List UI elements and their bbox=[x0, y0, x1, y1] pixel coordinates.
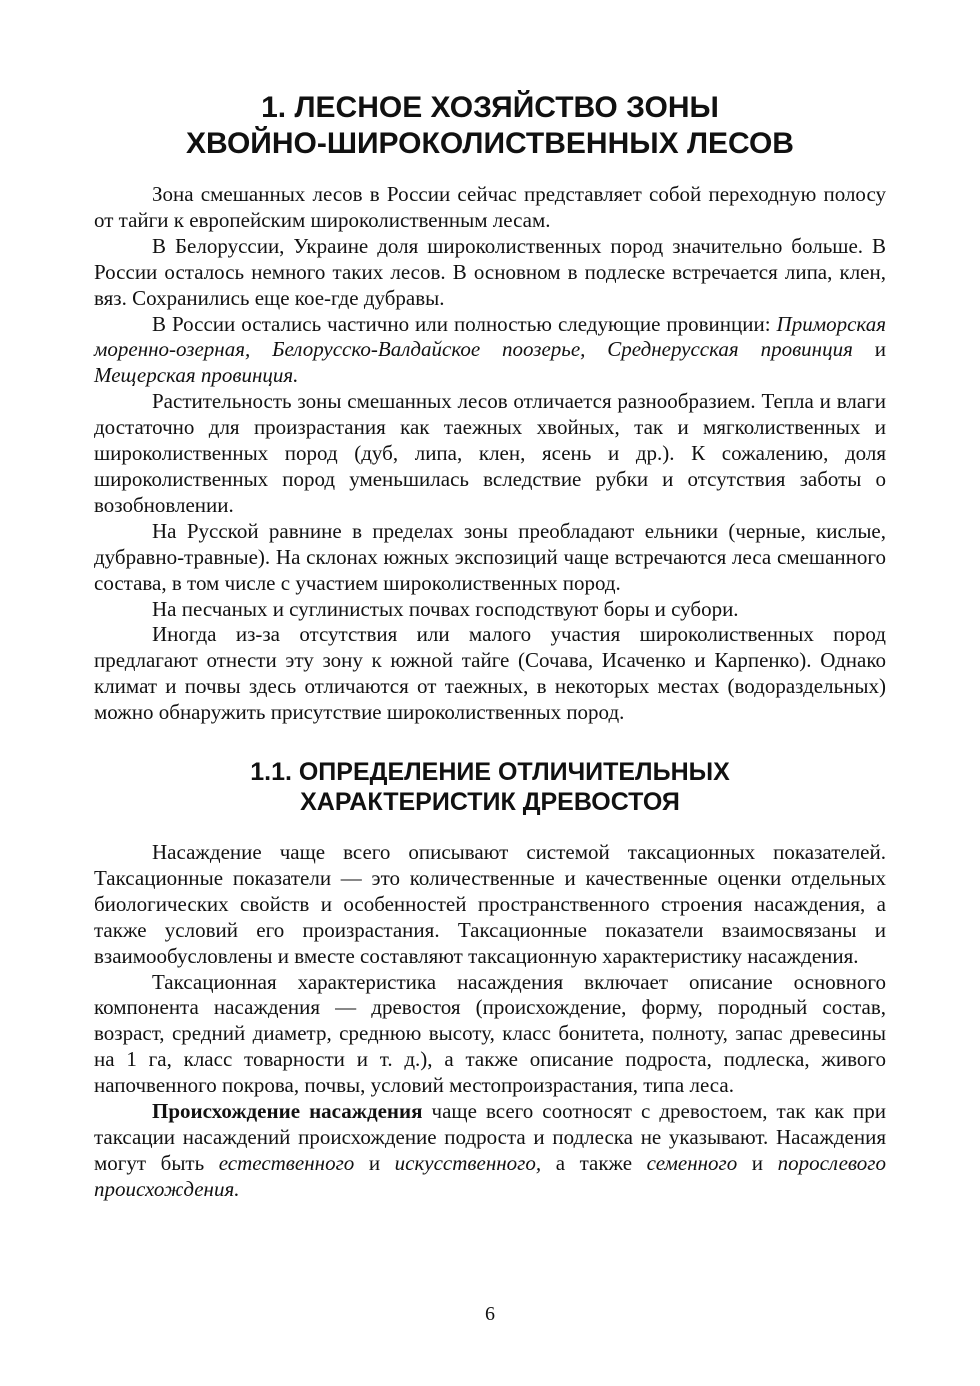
text-run: и bbox=[852, 337, 886, 362]
italic-run: Мещерская провинция. bbox=[94, 363, 299, 388]
paragraph: На песчаных и суглинистых почвах господствуют боры и субори. bbox=[152, 596, 739, 621]
text-run: В России остались частично или полностью следующие провинции: bbox=[152, 311, 777, 336]
italic-run: Приморская моренно-озерная, Белорусско-Валдайское поозерье, Среднерусская провинция bbox=[94, 311, 886, 362]
paragraph-provinces bbox=[94, 312, 886, 390]
text-run: и bbox=[737, 1150, 778, 1175]
paragraph: Иногда из-за отсутствия или малого участия широколиственных пород предлагают отнести эту зону к южной тайге (Сочава, Исаченко и Карпенко). Однако климат и почвы здесь отличаются от таежных, в некоторых местах (водораздельных) можно обнаружить присутствие широколиственных пород. bbox=[94, 622, 886, 725]
section-heading-line-1: 1.1. ОПРЕДЕЛЕНИЕ ОТЛИЧИТЕЛЬНЫХ bbox=[250, 758, 730, 786]
italic-run: порослевого происхождения. bbox=[94, 1150, 886, 1201]
italic-run: семенного bbox=[646, 1150, 738, 1175]
section-heading bbox=[0, 757, 980, 817]
paragraph: Таксационная характеристика насаждения включает описание основного компонента насаждения — древостоя (происхождение, форму, породный состав, возраст, средний диаметр, среднюю высоту, класс бонитета, полноту, запас древесины на 1 га, класс товарности и т. д.), а также описание подроста, подлеска, живого напочвенного покрова, почвы, условий местопроизрастания, типа леса. bbox=[94, 969, 886, 1098]
bold-term: Происхождение насаждения bbox=[152, 1099, 423, 1124]
text-run: и bbox=[354, 1150, 395, 1175]
chapter-heading-line-2: ХВОЙНО-ШИРОКОЛИСТВЕННЫХ ЛЕСОВ bbox=[186, 127, 794, 160]
italic-run: естественного bbox=[218, 1150, 355, 1175]
section-body bbox=[94, 840, 886, 1203]
italic-run: искусственного, bbox=[394, 1150, 542, 1175]
chapter-heading bbox=[0, 90, 980, 162]
paragraph: Насаждение чаще всего описывают системой таксационных показателей. Таксационные показатели — это количественные и качественные оценки отдельных биологических свойств и особенностей пространственного строения насаждения, а также условий его произрастания. Таксационные показатели взаимосвязаны и взаимообусловлены и вместе составляют таксационную характеристику насаждения. bbox=[94, 840, 886, 968]
paragraph: Зона смешанных лесов в России сейчас представляет собой переходную полосу от тайги к европейским широколиственным лесам. bbox=[94, 182, 886, 232]
section-heading-line-2: ХАРАКТЕРИСТИК ДРЕВОСТОЯ bbox=[300, 788, 680, 816]
page-number: 6 bbox=[485, 1303, 495, 1325]
paragraph: Растительность зоны смешанных лесов отличается разнообразием. Тепла и влаги достаточно для произрастания как таежных хвойных, так и мягколиственных и широколиственных пород (дуб, липа, клен, ясень и др.). К сожалению, доля широколиственных пород уменьшилась вследствие рубки и отсутствия заботы о возобновлении. bbox=[94, 389, 886, 517]
paragraph: На Русской равнине в пределах зоны преобладают ельники (черные, кислые, дубравно-травные). На склонах южных экспозиций чаще встречаются леса смешанного состава, в том числе с участием широколиственных пород. bbox=[94, 518, 886, 595]
chapter-heading-line-1: 1. ЛЕСНОЕ ХОЗЯЙСТВО ЗОНЫ bbox=[261, 91, 719, 124]
chapter-body bbox=[94, 182, 886, 726]
text-run: чаще всего соотносят с древостоем, так как при таксации насаждений происхождение подроста и подлеска не указывают. Насаждения могут быть bbox=[94, 1099, 886, 1175]
paragraph-origin bbox=[94, 1099, 886, 1203]
paragraph: В Белоруссии, Украине доля широколиственных пород значительно больше. В России осталось немного таких лесов. В основном в подлеске встречается липа, клен, вяз. Сохранились еще кое-где дубравы. bbox=[94, 233, 886, 310]
text-run: а также bbox=[541, 1150, 647, 1175]
